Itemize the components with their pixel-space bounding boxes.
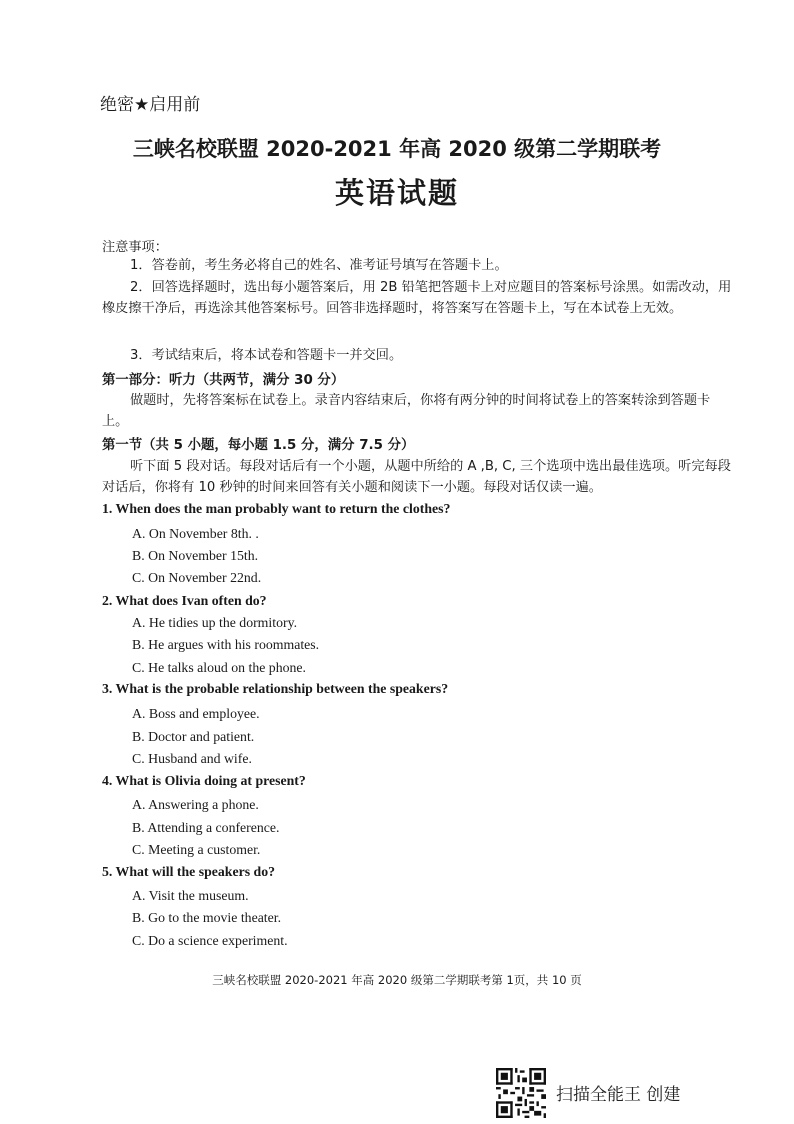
question-5-option-c: C. Do a science experiment.	[132, 933, 288, 948]
question-1-option-c: C. On November 22nd.	[132, 570, 262, 585]
question-4-option-a: A. Answering a phone.	[132, 797, 259, 812]
question-4-option-b: B. Attending a conference.	[132, 820, 280, 835]
part1-instructions: 做题时，先将答案标在试卷上。录音内容结束后，你将有两分钟的时间将试卷上的答案转涂到答题卡上。	[102, 393, 711, 429]
confidential-label: 绝密★启用前	[100, 95, 201, 115]
section1-instructions: 听下面 5 段对话。每段对话后有一个小题，从题中所给的 A ,B, C, 三个选项中选出最佳选项。听完每段对话后，你将有 10 秒钟的时间来回答有关小题和阅读下一小题。每段对话仅读一遍。	[102, 459, 731, 495]
question-3-option-a: A. Boss and employee.	[132, 706, 260, 721]
question-4-option-c: C. Meeting a customer.	[132, 842, 261, 857]
exam-title: 三峡名校联盟 2020-2021 年高 2020 级第二学期联考	[132, 137, 662, 161]
question-5-option-a: A. Visit the museum.	[132, 888, 249, 903]
question-5: 5. What will the speakers do?	[102, 864, 275, 879]
section1-heading: 第一节（共 5 小题，每小题 1.5 分，满分 7.5 分）	[102, 438, 415, 453]
notes-item-1: 1．答卷前，考生务必将自己的姓名、准考证号填写在答题卡上。	[130, 258, 508, 273]
part1-heading: 第一部分：听力（共两节，满分 30 分）	[102, 373, 345, 388]
question-5-option-b: B. Go to the movie theater.	[132, 910, 282, 925]
question-2: 2. What does Ivan often do?	[102, 593, 267, 608]
qr-code-icon	[496, 1068, 546, 1118]
subject-title: 英语试题	[334, 176, 459, 210]
page-footer: 三峡名校联盟 2020-2021 年高 2020 级第二学期联考第 1页，共 10 页	[212, 973, 582, 987]
notes-item-2: 2．回答选择题时，选出每小题答案后，用 2B 铅笔把答题卡上对应题目的答案标号涂黑。如需改动，用橡皮擦干净后，再选涂其他答案标号。回答非选择题时，将答案写在答题卡上，写在本试卷上无效。	[102, 280, 732, 316]
question-1: 1. When does the man probably want to return the clothes?	[102, 501, 451, 516]
notes-heading: 注意事项：	[102, 240, 168, 255]
question-1-option-b: B. On November 15th.	[132, 548, 259, 563]
question-2-option-c: C. He talks aloud on the phone.	[132, 660, 306, 675]
question-2-option-a: A. He tidies up the dormitory.	[132, 615, 298, 630]
notes-item-3: 3．考试结束后，将本试卷和答题卡一并交回。	[130, 348, 403, 363]
question-3: 3. What is the probable relationship between the speakers?	[102, 681, 449, 696]
scanner-watermark: 扫描全能王 创建	[556, 1085, 681, 1105]
question-3-option-c: C. Husband and wife.	[132, 751, 252, 766]
question-2-option-b: B. He argues with his roommates.	[132, 637, 320, 652]
question-4: 4. What is Olivia doing at present?	[102, 773, 306, 788]
question-1-option-a: A. On November 8th. .	[132, 526, 259, 541]
question-3-option-b: B. Doctor and patient.	[132, 729, 255, 744]
